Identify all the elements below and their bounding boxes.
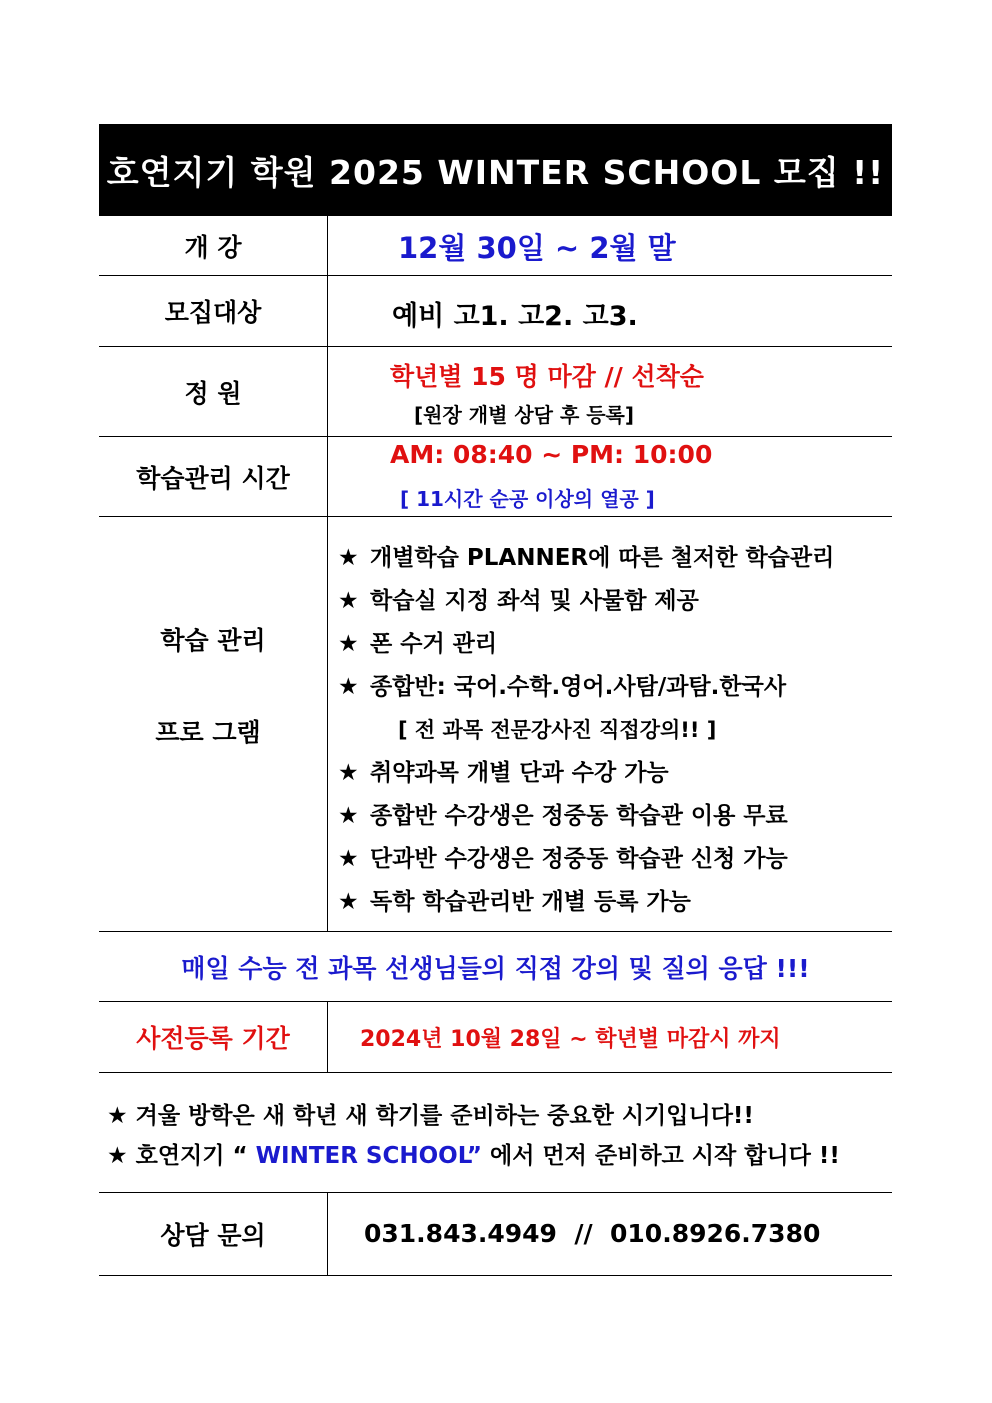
hours-cell (328, 437, 892, 516)
list-item (338, 623, 834, 666)
capacity-note: [원장 개별 상담 후 등록] (414, 403, 635, 427)
capacity-value: 학년별 15 명 마감 // 선착순 (390, 362, 704, 391)
hours-value: AM: 08:40 ~ PM: 10:00 (390, 440, 713, 469)
opening-label: 개 강 (99, 216, 328, 275)
row-hours (99, 437, 892, 517)
program-label-line1: 학습 관리 (160, 626, 266, 655)
row-opening (99, 216, 892, 276)
poster-title: 호연지기 학원 2025 WINTER SCHOOL 모집 !! (99, 124, 892, 216)
list-item-text: [ 전 과목 전문강사진 직접강의!! ] (398, 718, 717, 742)
note-line-2-highlight: WINTER SCHOOL” (255, 1143, 482, 1169)
list-item-text: 학습실 지정 좌석 및 사물함 제공 (370, 588, 699, 614)
list-item-text: 종합반: 국어.수학.영어.사탐/과탐.한국사 (370, 674, 787, 700)
note-line-2 (107, 1137, 840, 1170)
opening-value: 12월 30일 ~ 2월 말 (398, 231, 676, 265)
list-item-text: 종합반 수강생은 정중동 학습관 이용 무료 (370, 803, 788, 829)
note-line-2-suffix: 에서 먼저 준비하고 시작 합니다 !! (490, 1143, 840, 1169)
contact-cell (328, 1193, 892, 1275)
target-value: 예비 고1. 고2. 고3. (392, 301, 638, 332)
list-item-text: 폰 수거 관리 (370, 631, 498, 657)
contact-phone: 031.843.4949 // 010.8926.7380 (364, 1219, 821, 1248)
list-item (338, 838, 834, 881)
hours-label: 학습관리 시간 (99, 437, 328, 516)
star-icon: ★ (338, 760, 359, 786)
row-preregistration (99, 1002, 892, 1073)
preregistration-cell (328, 1002, 892, 1072)
row-program (99, 517, 892, 932)
notes (99, 1073, 892, 1192)
capacity-cell (328, 347, 892, 436)
program-cell (328, 517, 892, 931)
star-icon: ★ (338, 588, 359, 614)
row-target (99, 276, 892, 347)
star-icon: ★ (338, 545, 359, 571)
list-item (338, 666, 834, 709)
row-capacity (99, 347, 892, 437)
list-item-text: 취약과목 개별 단과 수강 가능 (370, 760, 669, 786)
list-item-text: 독학 학습관리반 개별 등록 가능 (370, 889, 691, 915)
star-icon: ★ (338, 803, 359, 829)
list-item (338, 537, 834, 580)
list-item (338, 752, 834, 795)
target-label: 모집대상 (99, 276, 328, 346)
program-label (99, 517, 328, 931)
list-item (338, 795, 834, 838)
star-icon: ★ (338, 846, 359, 872)
list-item (338, 580, 834, 623)
star-icon: ★ (338, 674, 359, 700)
list-item (338, 709, 834, 752)
star-icon: ★ (338, 631, 359, 657)
list-item (338, 881, 834, 924)
note-line-1: ★ 겨울 방학은 새 학년 새 학기를 준비하는 중요한 시기입니다!! (107, 1103, 754, 1129)
row-banner (99, 932, 892, 1002)
capacity-label: 정 원 (99, 347, 328, 436)
star-icon: ★ (338, 889, 359, 915)
preregistration-value: 2024년 10월 28일 ~ 학년별 마감시 까지 (360, 1027, 781, 1052)
opening-cell (328, 216, 892, 275)
target-cell (328, 276, 892, 346)
list-item-text: 단과반 수강생은 정중동 학습관 신청 가능 (370, 846, 788, 872)
program-label-line2: 프로 그램 (155, 718, 261, 747)
list-item-text: 개별학습 PLANNER에 따른 철저한 학습관리 (370, 545, 835, 571)
note-line-2-prefix: ★ 호연지기 “ (107, 1143, 248, 1169)
preregistration-label: 사전등록 기간 (99, 1002, 328, 1072)
contact-label: 상담 문의 (99, 1193, 328, 1275)
banner-text: 매일 수능 전 과목 선생님들의 직접 강의 및 질의 응답 !!! (181, 953, 810, 983)
program-list (338, 537, 834, 924)
row-contact (99, 1192, 892, 1276)
poster (99, 124, 892, 1276)
hours-note: [ 11시간 순공 이상의 열공 ] (400, 487, 655, 511)
